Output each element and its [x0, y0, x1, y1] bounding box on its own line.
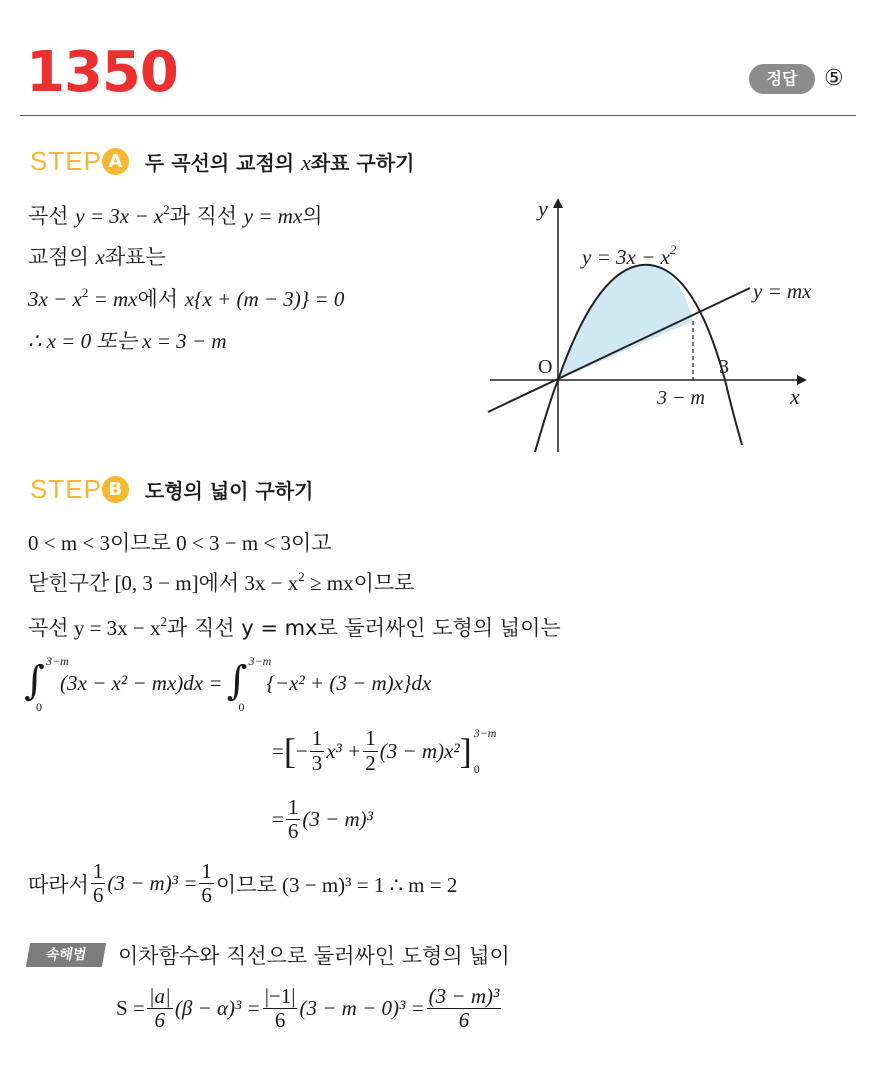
- integral-sign-2: ∫ 3−m 0: [226, 654, 272, 714]
- shortcut-fraction-a: $\frac{|a|}{6}$: [148, 984, 171, 1033]
- problem-number: 1350: [26, 40, 178, 105]
- shortcut-fraction-result: $\frac{\text{(3 − m)³}}{6}$: [428, 984, 500, 1033]
- step-b-letter: B: [102, 476, 129, 503]
- answer-value: ⑤: [824, 66, 844, 91]
- evaluation-line: = [ − $\frac{1}{3}$ x³ + $\frac{1}{2}$ (3 − m)x² ] 3−m 0: [272, 726, 508, 776]
- integral-line: [20, 654, 432, 714]
- step-a-line-1: 곡선 $y = 3x - x^2$과 직선 y = mx의: [28, 202, 323, 228]
- step-b-label: STEP: [30, 474, 102, 504]
- step-a-line-2: 교점의 x좌표는: [28, 245, 166, 269]
- graph: [480, 190, 860, 460]
- shortcut-title: 이차함수와 직선으로 둘러싸인 도형의 넓이: [118, 944, 510, 968]
- shortcut-formula: S = $\frac{|a|}{6}$ (β − α)³ = $\frac{|-1|}{6}$ (3 − m − 0)³ = $\frac{\text{(3 − m)³}}{6}$: [116, 984, 500, 1033]
- shaded-region: [558, 265, 693, 380]
- step-a-title: 두 곡선의 교점의 x좌표 구하기: [144, 150, 415, 175]
- step-a-line-4: ∴ x = 0 또는 x = 3 − m: [28, 329, 227, 353]
- step-b-title: 도형의 넓이 구하기: [144, 479, 314, 503]
- fraction-one-third: $\frac{1}{3}$: [311, 726, 323, 775]
- conclusion-fraction-1: $\frac{1}{6}$: [92, 859, 104, 908]
- step-b-line-1: 0 < m < 3이므로 0 < 3 − m < 3이고: [28, 531, 332, 555]
- result-line: = $\frac{1}{6}$ (3 − m)³: [272, 795, 373, 844]
- conclusion-fraction-2: $\frac{1}{6}$: [201, 859, 212, 908]
- fraction-one-half: $\frac{1}{2}$: [365, 726, 376, 775]
- integral-1-body: (3x − x² − mx)dx =: [60, 670, 223, 695]
- step-b-line-2: 닫힌구간 [0, 3 − m]에서 $3x - x^2$ ≥ mx이므로: [28, 569, 415, 595]
- step-b-heading: [30, 474, 313, 505]
- evaluation-limits: 3−m 0: [473, 726, 497, 776]
- shortcut-badge: 속해법: [26, 943, 106, 967]
- integral-sign-1: ∫ 3−m 0: [24, 654, 69, 714]
- integral-2-body: {−x² + (3 − m)x}dx: [266, 670, 432, 695]
- step-b-line-3: 곡선 $y = 3x - x^2$과 직선 y = mx로 둘러싸인 도형의 넓이는: [28, 614, 561, 640]
- root-label: 3: [719, 356, 729, 378]
- fraction-one-sixth: $\frac{1}{6}$: [287, 795, 299, 844]
- shortcut-fraction-minus-one: $\frac{|-1|}{6}$: [264, 984, 296, 1033]
- step-a-line-3: $3x - x^2$ = mx에서 x{x + (m − 3)} = 0: [28, 285, 345, 311]
- intersection-label: 3 − m: [657, 387, 705, 409]
- curve-label: $y = 3x - x^2$: [582, 242, 677, 269]
- y-axis-label: y: [538, 196, 548, 221]
- step-a-label: STEP: [30, 146, 102, 176]
- header-divider: [20, 115, 856, 116]
- y-axis-arrow: [553, 198, 563, 208]
- conclusion-line: 따라서 $\frac{1}{6}$ (3 − m)³ = $\frac{1}{6}$ 이므로 (3 − m)³ = 1 ∴ m = 2: [28, 859, 458, 908]
- line-label: y = mx: [753, 279, 812, 303]
- answer-badge: 정답: [749, 64, 815, 94]
- x-axis-label: x: [790, 384, 800, 409]
- step-a-heading: [30, 146, 414, 177]
- step-a-letter: A: [102, 148, 129, 175]
- origin-label: O: [538, 356, 553, 378]
